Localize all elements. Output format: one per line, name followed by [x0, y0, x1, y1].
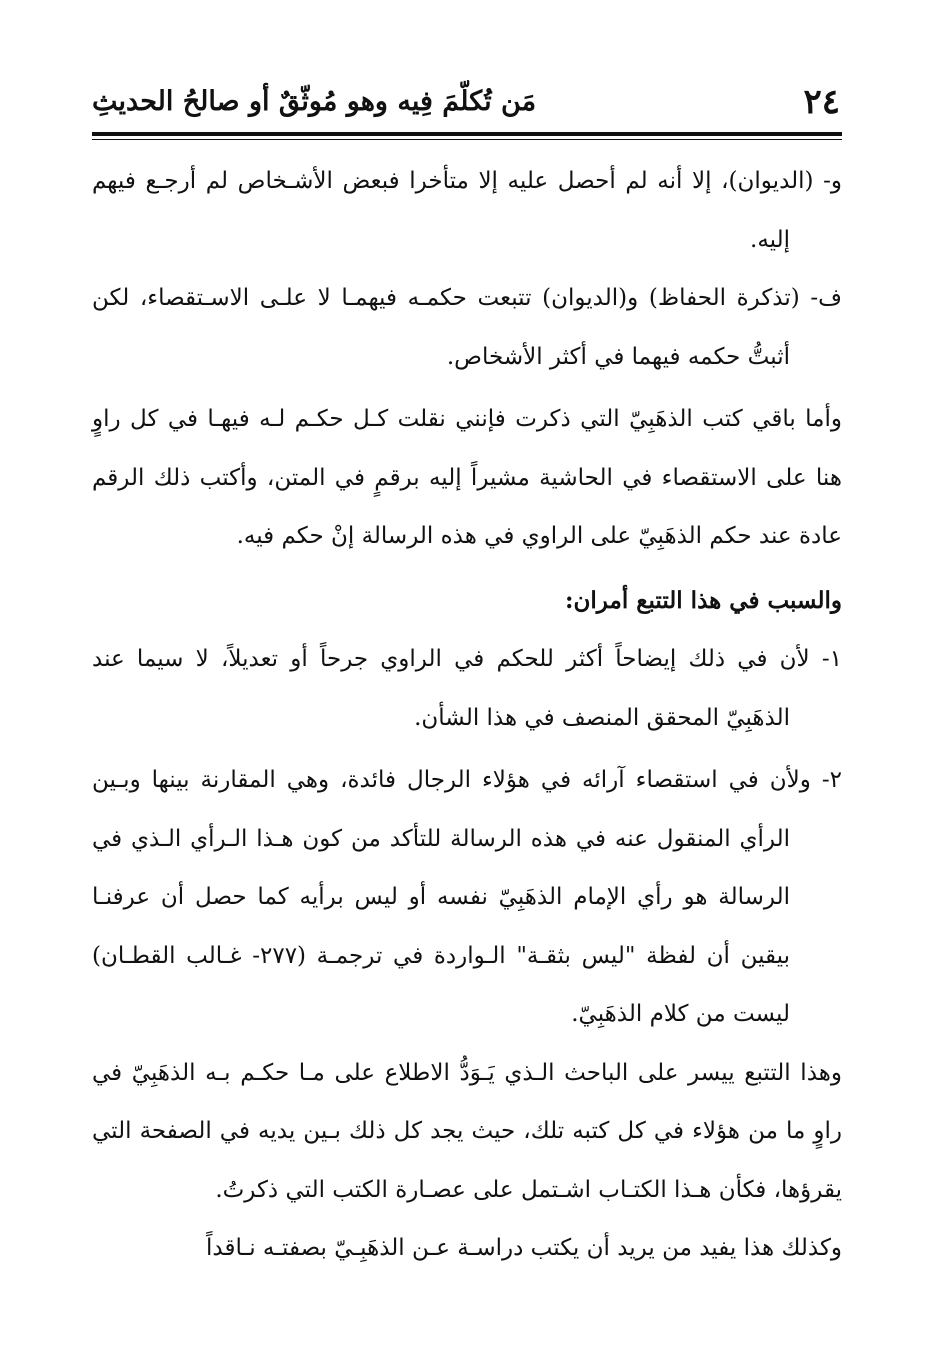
section-heading: والسبب في هذا التتبع أمران: [565, 586, 842, 614]
page [92, 0, 842, 1365]
paragraph-researcher-benefit: وهذا التتبع ييسر على الباحث الـذي يَـوَدُّ الاطلاع على مـا حكـم بـه الذهَبِيّ في راوٍ ما من هؤلاء في كل كتبه تلك، حيث يجد كل ذلك بـين يديه في الصفحة التي يقرؤها، فكأن هـذا الكتـاب اشـتمل على عصـارة الكتب التي ذكرتُ. [92, 1059, 842, 1203]
page-number: ٢٤ [803, 82, 840, 122]
paragraph-study-benefit: وكذلك هذا يفيد من يريد أن يكتب دراسـة عـن الذهَبِـيّ بصفتـه نـاقداً [206, 1235, 842, 1261]
body-text [92, 152, 842, 1278]
running-title: مَن تُكلّمَ فِيه وهو مُوثّقٌ أو صالحُ الحديثِ [92, 86, 537, 117]
page-header [92, 78, 842, 128]
paragraph-item-fa: ف- (تذكرة الحفاظ) و(الديوان) تتبعت حكمـه فيهمـا لا علـى الاسـتقصاء، لكن أثبتُّ حكمه فيهما في أكثر الأشخاص. [92, 285, 842, 370]
paragraph-reason-2: ٢- ولأن في استقصاء آرائه في هؤلاء الرجال فائدة، وهي المقارنة بينها وبـين الرأي المنقول عنه في هذه الرسالة للتأكد من كون هـذا الـرأي الـذي في الرسالة هو رأي الإمام الذهَبِيّ نفسه أو ليس برأيه كما حصل أن عرفنـا بيقين أن لفظة "ليس بثقـة" الـواردة في ترجمـة (٢٧٧- غـالب القطـان) ليست من كلام الذهَبِيّ. [92, 767, 842, 1027]
paragraph-reason-1: ١- لأن في ذلك إيضاحاً أكثر للحكم في الراوي جرحاً أو تعديلاً، لا سيما عند الذهَبِيّ المحقق المنصف في هذا الشأن. [92, 646, 842, 731]
paragraph-remaining-books: وأما باقي كتب الذهَبِيّ التي ذكرت فإنني نقلت كـل حكـم لـه فيهـا في كل راوٍ هنا على الاستقصاء في الحاشية مشيراً إليه برقمٍ في المتن، وأكتب ذلك الرقم عادة عند حكم الذهَبِيّ على الراوي في هذه الرسالة إنْ حكم فيه. [92, 406, 842, 549]
header-rule-thick [92, 132, 842, 136]
paragraph-item-waw: و- (الديوان)، إلا أنه لم أحصل عليه إلا متأخرا فبعض الأشـخاص لم أرجـع فيهم إليه. [92, 168, 842, 253]
header-rule-thin [92, 139, 842, 140]
